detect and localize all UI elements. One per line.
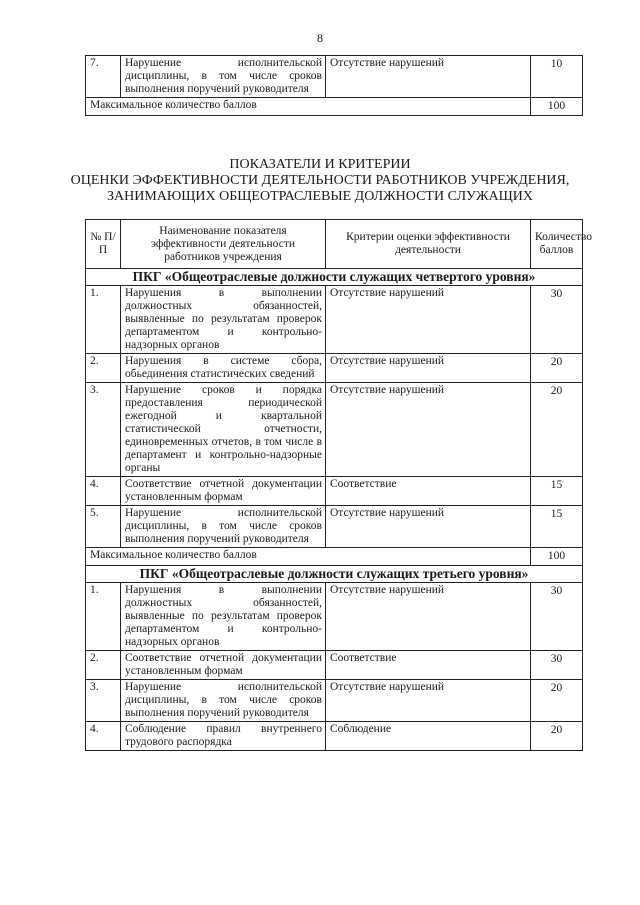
assessment-cell: Соответствие: [326, 477, 531, 506]
table-row: [86, 383, 583, 477]
criterion-cell: Соответствие отчетной документации установленным формам: [121, 477, 326, 506]
points-cell: 20: [531, 354, 583, 383]
assessment-cell: Соответствие: [326, 651, 531, 680]
total-points: 100: [531, 98, 583, 116]
total-row: [86, 98, 583, 116]
assessment-cell: Отсутствие нарушений: [326, 56, 531, 98]
row-number: 7.: [86, 56, 121, 98]
table-row: [86, 651, 583, 680]
points-cell: 30: [531, 286, 583, 354]
row-number: 4.: [86, 722, 121, 751]
table-row: [86, 477, 583, 506]
assessment-cell: Отсутствие нарушений: [326, 506, 531, 548]
points-cell: 10: [531, 56, 583, 98]
points-cell: 20: [531, 383, 583, 477]
criterion-cell: Нарушение исполнительской дисциплины, в том числе сроков выполнения поручений руководителя: [121, 506, 326, 548]
group-heading: [86, 269, 583, 286]
title-line-1: ПОКАЗАТЕЛИ И КРИТЕРИИ: [229, 157, 411, 172]
page-number: 8: [317, 31, 323, 45]
table-row: [86, 506, 583, 548]
row-number: 4.: [86, 477, 121, 506]
group-title: ПКГ «Общеотраслевые должности служащих четвертого уровня»: [86, 269, 583, 286]
criteria-table: [85, 219, 592, 751]
total-points: 100: [531, 548, 583, 566]
title-line-3: ЗАНИМАЮЩИХ ОБЩЕОТРАСЛЕВЫЕ ДОЛЖНОСТИ СЛУЖАЩИХ: [107, 189, 533, 204]
total-label: Максимальное количество баллов: [86, 548, 531, 566]
title-line-2: ОЦЕНКИ ЭФФЕКТИВНОСТИ ДЕЯТЕЛЬНОСТИ РАБОТНИКОВ УЧРЕЖДЕНИЯ,: [70, 173, 570, 188]
criterion-cell: Нарушение сроков и порядка предоставления периодической ежегодной и квартальной статистической отчетности, единовременных отчетов, в том числе в департамент и контрольно-надзорные органы: [121, 383, 326, 477]
assessment-cell: Отсутствие нарушений: [326, 680, 531, 722]
top-table: [85, 55, 583, 116]
criterion-cell: Нарушения в выполнении должностных обязанностей, выявленные по результатам проверок департаментом и контрольно-надзорных органов: [121, 583, 326, 651]
row-number: 1.: [86, 583, 121, 651]
criterion-cell: Нарушения в выполнении должностных обязанностей, выявленные по результатам проверок департаментом и контрольно-надзорных органов: [121, 286, 326, 354]
header-num: № П/П: [86, 220, 121, 269]
row-number: 3.: [86, 383, 121, 477]
group-heading: [86, 566, 583, 583]
total-row: [86, 548, 583, 566]
table-row: [86, 722, 583, 751]
row-number: 2.: [86, 651, 121, 680]
points-cell: 15: [531, 477, 583, 506]
points-cell: 20: [531, 680, 583, 722]
header-points: Количество баллов: [531, 220, 583, 269]
row-number: 1.: [86, 286, 121, 354]
total-label: Максимальное количество баллов: [86, 98, 531, 116]
table-row: [86, 680, 583, 722]
row-number: 3.: [86, 680, 121, 722]
criterion-cell: Нарушение исполнительской дисциплины, в том числе сроков выполнения поручений руководителя: [121, 56, 326, 98]
criterion-cell: Нарушение исполнительской дисциплины, в том числе сроков выполнения поручений руководителя: [121, 680, 326, 722]
points-cell: 15: [531, 506, 583, 548]
assessment-cell: Отсутствие нарушений: [326, 383, 531, 477]
assessment-cell: Отсутствие нарушений: [326, 286, 531, 354]
table-row: [86, 286, 583, 354]
table-row: [86, 56, 583, 98]
row-number: 2.: [86, 354, 121, 383]
points-cell: 30: [531, 583, 583, 651]
criterion-cell: Нарушения в системе сбора, обьединения статистических сведений: [121, 354, 326, 383]
criterion-cell: Соответствие отчетной документации установленным формам: [121, 651, 326, 680]
table-row: [86, 583, 583, 651]
table-header: [86, 220, 583, 269]
table-row: [86, 354, 583, 383]
points-cell: 30: [531, 651, 583, 680]
group-title: ПКГ «Общеотраслевые должности служащих третьего уровня»: [86, 566, 583, 583]
assessment-cell: Отсутствие нарушений: [326, 583, 531, 651]
assessment-cell: Соблюдение: [326, 722, 531, 751]
criterion-cell: Соблюдение правил внутреннего трудового распорядка: [121, 722, 326, 751]
assessment-cell: Отсутствие нарушений: [326, 354, 531, 383]
header-indicator: Наименование показателя эффективности деятельности работников учреждения: [121, 220, 326, 269]
header-criteria: Критерии оценки эффективности деятельности: [326, 220, 531, 269]
points-cell: 20: [531, 722, 583, 751]
row-number: 5.: [86, 506, 121, 548]
